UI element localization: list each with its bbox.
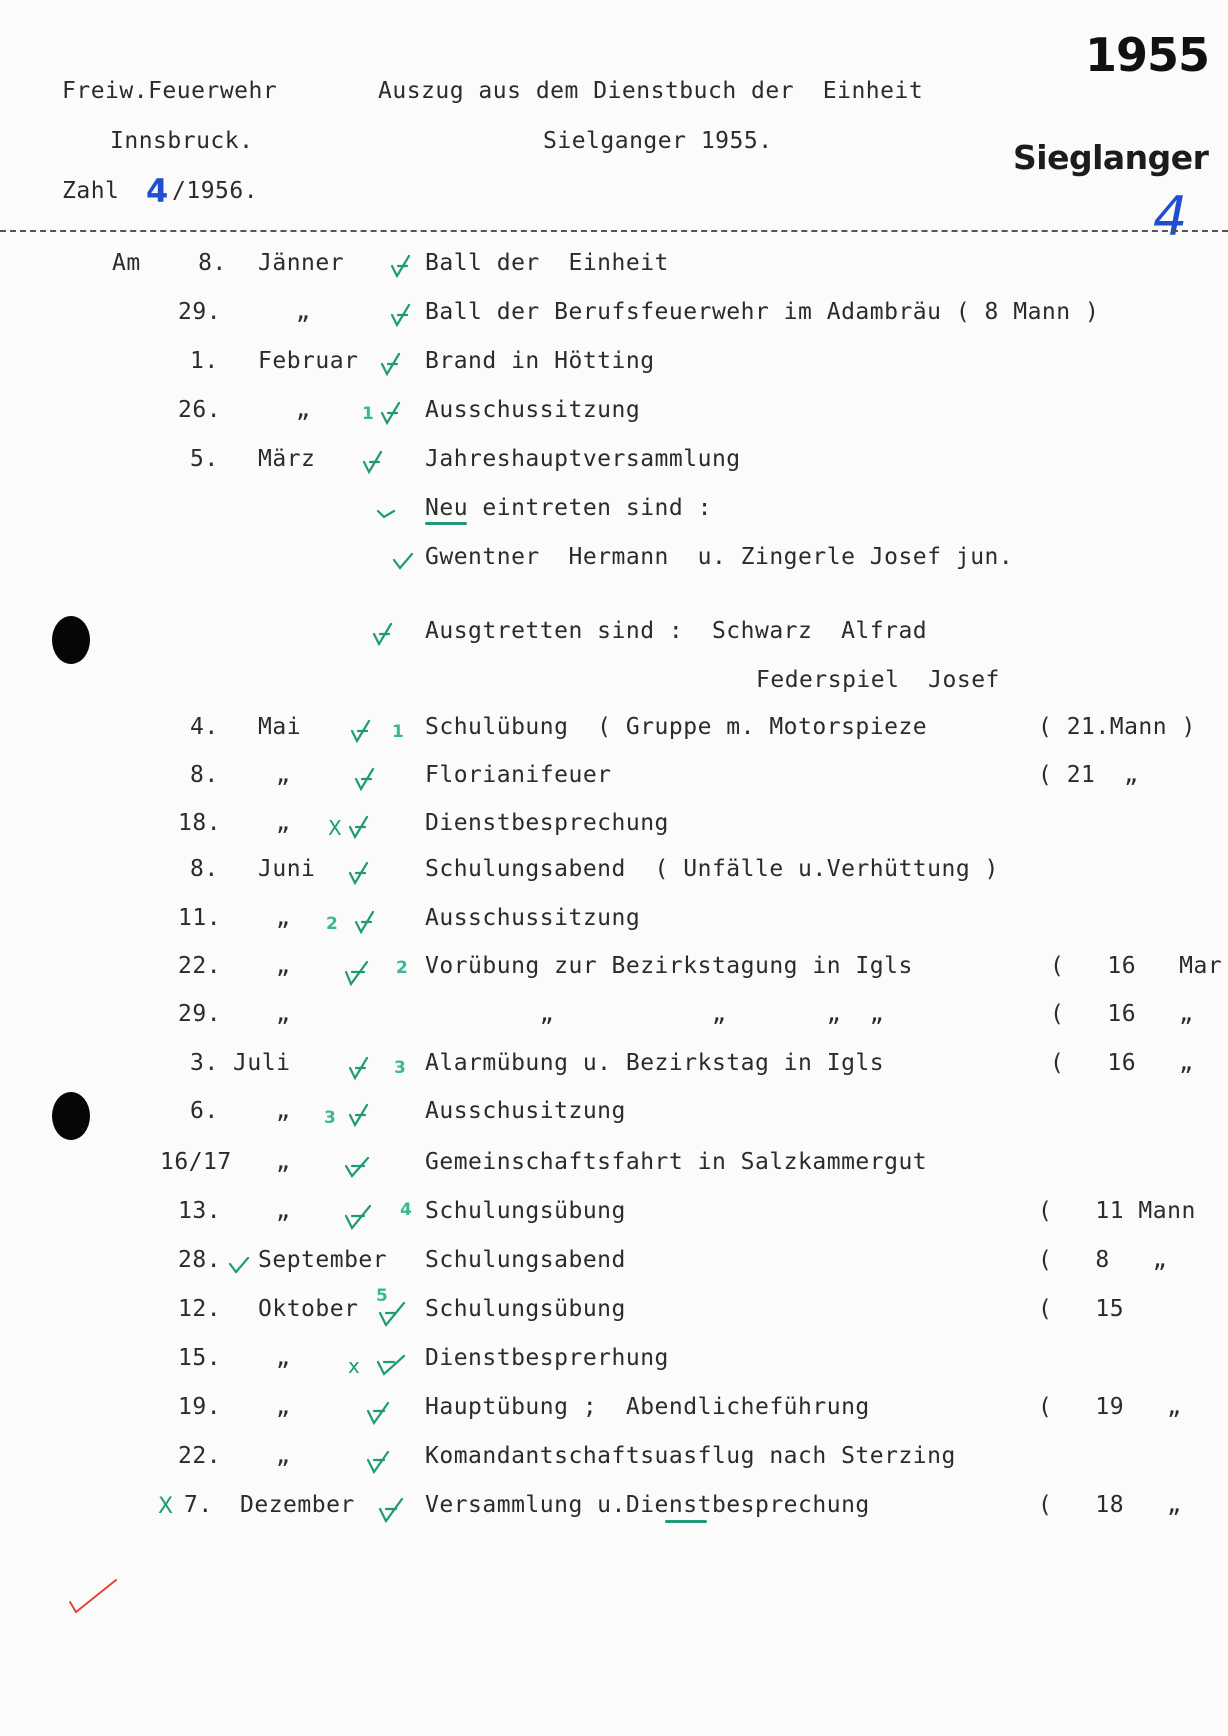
entry-event: Dienstbesprechung: [425, 810, 669, 836]
entry-event: Gwentner Hermann u. Zingerle Josef jun.: [425, 544, 1014, 570]
entry-day: 5.: [190, 446, 219, 472]
entry-event: Ball der Einheit: [425, 250, 669, 276]
entry-event: Ausschussitzung: [425, 905, 641, 931]
entry-day: 28.: [178, 1247, 222, 1273]
entry-month: „: [276, 1001, 291, 1027]
entry-month: Mai: [258, 714, 302, 740]
entry-count: ( 8 „: [1038, 1247, 1168, 1273]
entry-day: 7.: [184, 1492, 213, 1518]
entry-day: 22.: [178, 1443, 222, 1469]
entry-event: Gemeinschaftsfahrt in Salzkammergut: [425, 1149, 928, 1175]
margin-cross: x: [348, 1354, 360, 1378]
entry-count: ( 18 „: [1038, 1492, 1182, 1518]
entry-event: Schulungsabend ( Unfälle u.Verhüttung ): [425, 856, 999, 882]
entry-day: 13.: [178, 1198, 222, 1224]
margin-cross: X: [158, 1494, 174, 1519]
entry-month: Juni: [258, 856, 316, 882]
entry-day: 29.: [178, 1001, 222, 1027]
entry-count: ( 16 „: [1050, 1001, 1194, 1027]
unit-stamp: Sieglanger: [1013, 138, 1209, 177]
entry-month: „: [276, 953, 291, 979]
zahl-handwritten-number: 4: [146, 172, 169, 210]
zahl-suffix: /1956.: [172, 178, 259, 204]
entry-event: Brand in Hötting: [425, 348, 655, 374]
entry-month: „: [296, 299, 311, 325]
margin-number: 2: [326, 914, 338, 934]
entry-count: ( 21 „: [1038, 762, 1139, 788]
entry-day: 12.: [178, 1296, 222, 1322]
margin-number: 5: [376, 1286, 388, 1306]
entry-event: Federspiel Josef: [756, 667, 1000, 693]
entry-month: „: [276, 1198, 291, 1224]
entry-month: „: [276, 1149, 291, 1175]
entry-count: ( 19 „: [1038, 1394, 1182, 1420]
entry-day: 11.: [178, 905, 222, 931]
entry-event: Dienstbesprerhung: [425, 1345, 669, 1371]
margin-number: 1: [362, 404, 374, 424]
handwritten-page-number: 4: [1153, 185, 1188, 248]
entry-month: März: [258, 446, 316, 472]
entry-day: 16/17: [160, 1149, 232, 1175]
margin-number: 3: [394, 1058, 406, 1078]
entry-day: 18.: [178, 810, 222, 836]
entry-day: Am 8.: [112, 250, 227, 276]
zahl-prefix: Zahl: [62, 178, 134, 204]
entry-event: Alarmübung u. Bezirkstag in Igls: [425, 1050, 885, 1076]
document-title-line-2: Sielganger 1955.: [543, 128, 773, 154]
entry-event: Jahreshauptversammlung: [425, 446, 741, 472]
document-title-line-1: Auszug aus dem Dienstbuch der Einheit: [378, 78, 924, 104]
entry-event: Komandantschaftsuasflug nach Sterzing: [425, 1443, 956, 1469]
margin-cross: X: [328, 816, 342, 840]
margin-number: 4: [400, 1200, 412, 1220]
entry-event: Schulungsübung: [425, 1198, 626, 1224]
entry-count: ( 21.Mann ): [1038, 714, 1196, 740]
document-year: 1955: [1085, 28, 1210, 82]
entry-day: 6.: [190, 1098, 219, 1124]
entry-month: Februar: [258, 348, 359, 374]
entry-month: „: [296, 397, 311, 423]
entry-day: 8.: [190, 762, 219, 788]
entry-month: Dezember: [240, 1492, 355, 1518]
entry-count: ( 11 Mann: [1038, 1198, 1196, 1224]
margin-number: 1: [392, 722, 404, 742]
entry-month: „: [276, 905, 291, 931]
entry-event: Ball der Berufsfeuerwehr im Adambräu ( 8 Mann ): [425, 299, 1100, 325]
entry-event: Versammlung u.Dienstbesprechung: [425, 1492, 870, 1518]
entry-day: 3. Juli: [190, 1050, 291, 1076]
entry-month: „: [276, 810, 291, 836]
entry-event: Ausschussitzung: [425, 397, 641, 423]
entry-month: „: [276, 762, 291, 788]
entry-month: „: [276, 1098, 291, 1124]
entry-day: 26.: [178, 397, 222, 423]
entry-month: „: [276, 1394, 291, 1420]
entry-month: September: [258, 1247, 388, 1273]
entry-count: ( 16 Mar: [1050, 953, 1223, 979]
entry-event: Vorübung zur Bezirkstagung in Igls: [425, 953, 913, 979]
entry-event: Ausschusitzung: [425, 1098, 626, 1124]
entry-event: Ausgtretten sind : Schwarz Alfrad: [425, 618, 928, 644]
entry-month: Oktober: [258, 1296, 359, 1322]
entry-day: 1.: [190, 348, 219, 374]
entry-day: 4.: [190, 714, 219, 740]
margin-number: 3: [324, 1108, 336, 1128]
entry-month: „: [276, 1345, 291, 1371]
entry-count: ( 16 „: [1050, 1050, 1194, 1076]
entry-day: 22.: [178, 953, 222, 979]
entry-day: 19.: [178, 1394, 222, 1420]
org-line-2: Innsbruck.: [110, 128, 254, 154]
entry-month: Jänner: [258, 250, 345, 276]
margin-number: 2: [396, 958, 408, 978]
entry-event: Schulungsübung: [425, 1296, 626, 1322]
entry-month: „: [276, 1443, 291, 1469]
entry-day: 8.: [190, 856, 219, 882]
entry-event: Florianifeuer: [425, 762, 612, 788]
entry-event: Schulübung ( Gruppe m. Motorspieze: [425, 714, 928, 740]
entry-event: Schulungsabend: [425, 1247, 626, 1273]
entry-count: ( 15: [1038, 1296, 1125, 1322]
org-line-1: Freiw.Feuerwehr: [62, 78, 278, 104]
entry-day: 15.: [178, 1345, 222, 1371]
entry-event: Hauptübung ; Abendlicheführung: [425, 1394, 870, 1420]
entry-day: 29.: [178, 299, 222, 325]
entry-event: Neu eintreten sind :: [425, 495, 712, 521]
entry-event: „ „ „ „: [425, 1001, 885, 1027]
